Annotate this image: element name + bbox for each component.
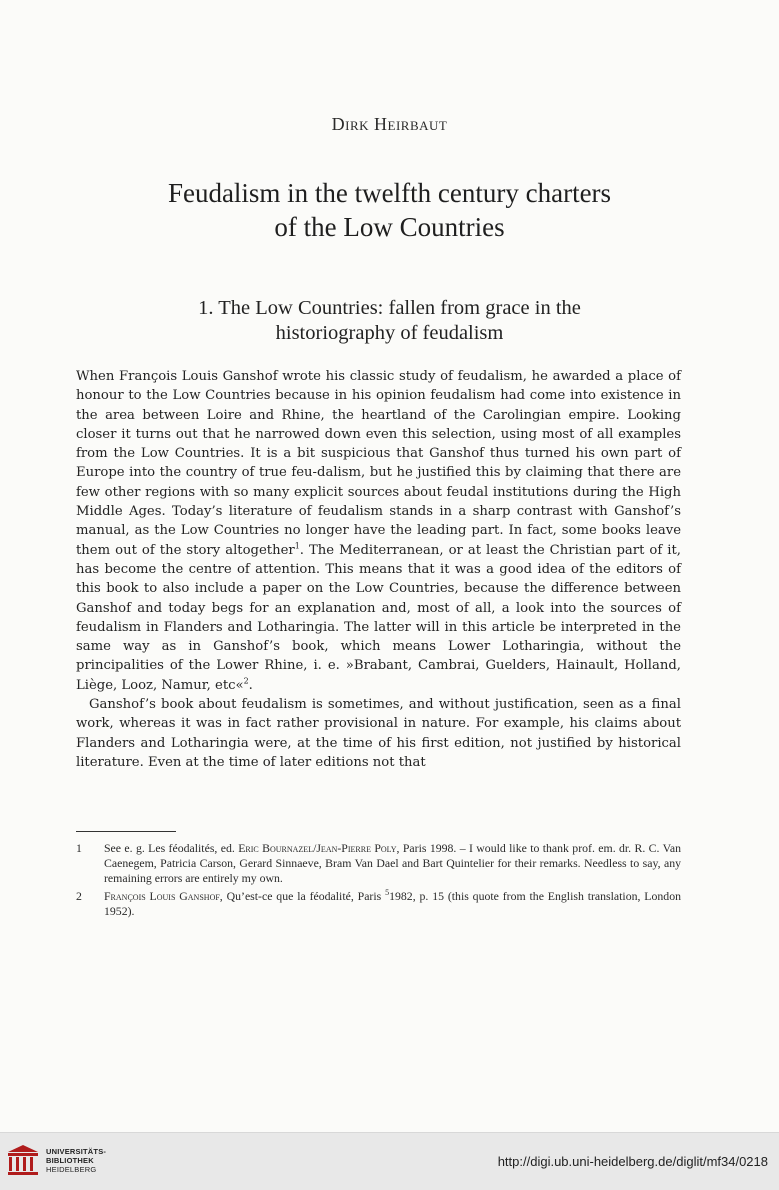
paragraph-1-part-c: . [248,677,253,693]
paragraph-2: Ganshof’s book about feudalism is sometimes, and without justification, seen as a final work, whereas it was in fact rather provisional in nature. For example, his claims about Flanders and Lotharingia were, at the time of his first edition, not justified by historical literature. Even at the time of later editions not that [76,697,681,770]
footnote-2-post-b: 1982, p. 15 (this quote from the English translation, London 1952). [104,889,681,919]
footnote-2-author: François Louis Ganshof [104,889,220,903]
footnote-1-post: , Paris 1998. – I would like to thank prof. em. dr. R. C. Van Caenegem, Patricia Carson, Gerard Sinnaeve, Bram Van Dael and Bart Quintelier for their remarks. Needless to say, any remaining errors are entirely my own. [104,841,681,886]
footnote-1-authors: Eric Bournazel/Jean-Pierre Poly [238,841,397,855]
paragraph-1-part-a: When François Louis Ganshof wrote his classic study of feudalism, he awarded a place of honour to the Low Countries because in his opinion feudalism had come into existence in the area between Loire and Rhine, the heartland of the Carolingian empire. Looking closer it turns out that he narrowed down even this selection, using most of all examples from the Low Countries. It is a bit suspicious that Ganshof thus turned his own part of Europe into the country of true feu-dalism, but he justified this by claiming that there are few other regions with so many explicit sources about feudal institutions during the High Middle Ages. Today’s literature of feudalism stands in a sharp contrast with Ganshof’s manual, as the Low Countries no longer have the leading part. In fact, some books leave them out of the story altogether [76,369,681,558]
library-logo-text [46,1147,106,1174]
footnote-ref-2[interactable]: 2 [243,676,249,686]
footnote-2-post-a: , Qu’est-ce que la féodalité, Paris [219,889,386,903]
article-title [60,176,719,244]
section-heading-line-1: 1. The Low Countries: fallen from grace in the [198,297,581,319]
footnote-ref-1[interactable]: 1 [294,541,300,551]
footnote-1 [76,841,681,887]
section-heading [90,296,689,346]
library-logo-icon [6,1143,40,1177]
footnote-2-number: 2 [76,889,82,903]
footnote-1-pre: See e. g. Les féodalités, ed. [104,841,239,855]
logo-line-3: HEIDELBERG [46,1165,97,1174]
title-line-1: Feudalism in the twelfth century charters [167,178,612,208]
library-footer-bar [0,1132,779,1190]
logo-line-2: BIBLIOTHEK [46,1156,94,1165]
footnote-2 [76,889,681,919]
paragraph-1-part-b: . The Mediterranean, or at least the Christian part of it, has become the centre of attention. This means that it was a good idea of the editors of this book to also include a paper on the Low Countries, because the difference between Ganshof and today begs for an explanation and, most of all, a look into the sources of feudalism in Flanders and Lotharingia. The latter will in this article be interpreted in the same way as in Ganshof’s book, which means Lower Lotharingia, without the principalities of the Lower Rhine, i. e. »Brabant, Cambrai, Guelders, Hainault, Holland, Liège, Looz, Namur, etc« [76,542,681,693]
logo-line-1: UNIVERSITÄTS- [46,1147,107,1156]
footnote-1-text [104,841,681,887]
body-text [76,367,681,772]
author-name: Dirk Heirbaut [331,114,448,134]
paragraph-1 [76,367,681,695]
title-line-2: of the Low Countries [274,212,505,242]
footnote-1-number: 1 [76,841,82,855]
footnote-divider [76,831,176,832]
section-heading-line-2: historiography of feudalism [275,322,504,344]
footnote-2-text [104,889,681,919]
footnote-2-edition: 5 [385,888,390,898]
digital-library-url[interactable]: http://digi.ub.uni-heidelberg.de/diglit/mf34/0218 [497,1154,768,1169]
